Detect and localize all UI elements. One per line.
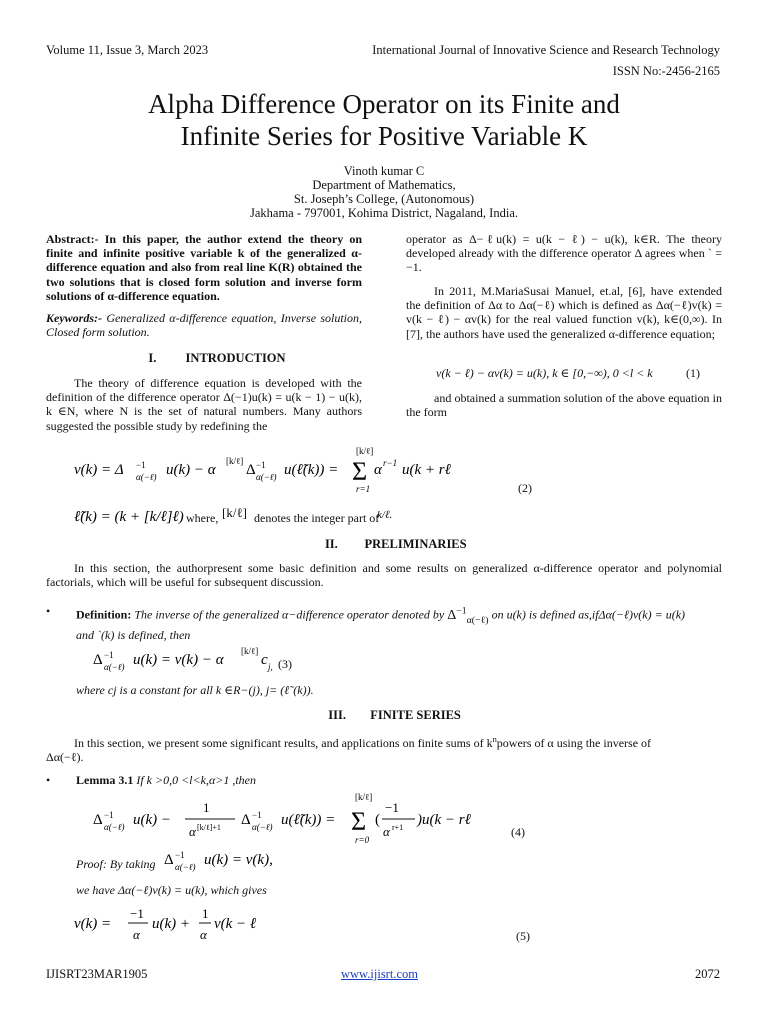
svg-text:Δ: Δ xyxy=(246,462,256,478)
svg-text:Δ: Δ xyxy=(93,652,103,668)
footer-code: IJISRT23MAR1905 xyxy=(46,967,148,981)
equation-4-formula xyxy=(93,790,523,846)
svg-text:v(k − ℓ: v(k − ℓ xyxy=(214,916,257,932)
keywords-text: Generalized α-difference equation, Inverse solution, Closed form solution. xyxy=(46,311,362,340)
svg-text:u(k) = v(k) − α: u(k) = v(k) − α xyxy=(133,652,224,668)
section-preliminaries xyxy=(0,537,768,552)
definition-label: Definition: xyxy=(76,607,132,622)
equation-1-number: (1) xyxy=(686,366,700,380)
svg-text:r=0: r=0 xyxy=(355,835,370,845)
equation-1: v(k − ℓ) − αv(k) = u(k), k ∈ [0,−∞), 0 <l < k xyxy=(436,366,653,380)
svg-text:α: α xyxy=(374,462,382,478)
svg-text:[k/ℓ]+1: [k/ℓ]+1 xyxy=(197,823,221,832)
header-journal: International Journal of Innovative Science and Research Technology xyxy=(372,43,720,57)
paper-title-line2: Infinite Series for Positive Variable K xyxy=(180,121,588,151)
equation-5-number: (5) xyxy=(516,929,530,943)
equation-4-number: (4) xyxy=(511,825,525,839)
svg-text:α: α xyxy=(133,927,140,942)
svg-text:r+1: r+1 xyxy=(392,823,404,832)
intro-paragraph: The theory of difference equation is developed with the definition of the difference operator Δ(−1)u(k) = u(k − 1) − u(k), k ∈N, where N is the set of natural numbers. Many authors suggested the possible study by redefining the xyxy=(46,376,362,433)
svg-text:Δ: Δ xyxy=(93,812,103,828)
author-address: Jakhama - 797001, Kohima District, Nagaland, India. xyxy=(250,206,518,220)
svg-text:v(k) = Δ: v(k) = Δ xyxy=(74,462,124,478)
footer-url-link[interactable]: www.ijisrt.com xyxy=(341,967,418,981)
section-finite-series xyxy=(0,708,768,723)
k-over-l-fraction: k/ℓ. xyxy=(377,509,393,521)
definition-text-3: and `(k) is defined, then xyxy=(76,627,191,642)
equation-4 xyxy=(93,790,523,846)
bullet-icon: • xyxy=(46,773,51,787)
bracket-k-over-l-icon: [k/ℓ] xyxy=(222,505,247,520)
svg-text:u(k) − α: u(k) − α xyxy=(166,462,216,478)
equation-3-number: (3) xyxy=(278,657,292,671)
svg-text:[k/ℓ]: [k/ℓ] xyxy=(226,456,244,466)
header-issn: ISSN No:-2456-2165 xyxy=(612,64,720,78)
section-number: II. xyxy=(324,537,338,551)
svg-text:−1: −1 xyxy=(130,906,144,921)
svg-text:−1: −1 xyxy=(256,460,266,470)
section-introduction xyxy=(46,351,362,366)
svg-text:α: α xyxy=(200,927,207,942)
section-title: INTRODUCTION xyxy=(185,351,286,365)
proof-formula-svg xyxy=(164,846,314,872)
definition-text-1: The inverse of the generalized α−difference operator denoted by xyxy=(134,607,445,622)
svg-text:α(−ℓ): α(−ℓ) xyxy=(104,822,125,832)
svg-text:u(ℓ̃(k)) =: u(ℓ̃(k)) = xyxy=(284,462,339,478)
equation-2-where: where, xyxy=(186,511,219,525)
svg-text:−1: −1 xyxy=(385,800,399,815)
author-name: Vinoth kumar C xyxy=(343,164,425,178)
equation-5-formula xyxy=(74,900,294,944)
svg-text:[k/ℓ]: [k/ℓ] xyxy=(356,446,374,456)
svg-text:−1: −1 xyxy=(252,810,262,820)
right-paragraph-2: In 2011, M.MariaSusai Manuel, et.al, [6], have extended the definition of Δα to Δα(−ℓ) which is defined as Δα(−ℓ)v(k) = v(k − ℓ) − αv(k) for the real valued function v(k), k∈(0,∞). In [7], the authors have used the generalized α-difference equation; xyxy=(406,284,722,341)
svg-text:Δ: Δ xyxy=(164,852,174,868)
author-college: St. Joseph’s College, (Autonomous) xyxy=(293,192,475,206)
footer-page-number: 2072 xyxy=(695,967,720,981)
svg-text:−1: −1 xyxy=(104,650,114,660)
svg-text:α: α xyxy=(189,824,196,839)
section-number: III. xyxy=(328,708,346,722)
equation-3-formula xyxy=(93,644,283,678)
paper-title-line1: Alpha Difference Operator on its Finite and xyxy=(148,89,620,119)
svg-text:v(k) =: v(k) = xyxy=(74,916,112,932)
svg-text:1: 1 xyxy=(203,800,210,815)
author-dept: Department of Mathematics, xyxy=(312,178,456,192)
section-title: FINITE SERIES xyxy=(370,708,461,722)
proof-have: we have Δα(−ℓ)v(k) = u(k), which gives xyxy=(76,883,267,897)
proof-text: Proof: By taking xyxy=(76,857,156,871)
svg-text:α(−ℓ): α(−ℓ) xyxy=(252,822,273,832)
svg-text:−1: −1 xyxy=(136,460,146,470)
right-paragraph-3: and obtained a summation solution of the above equation in the form xyxy=(406,391,722,420)
definition-where: where cj is a constant for all k ∈R−(j), j= (ℓ˜(k)). xyxy=(76,683,314,697)
svg-text:α(−ℓ): α(−ℓ) xyxy=(175,862,196,872)
definition-text-2: on u(k) is defined as,ifΔα(−ℓ)v(k) = u(k) xyxy=(491,607,686,622)
equation-3 xyxy=(93,644,283,678)
equation-2-formula xyxy=(74,442,474,494)
svg-text:α(−ℓ): α(−ℓ) xyxy=(256,472,277,482)
abstract-label: Abstract:- xyxy=(46,232,99,246)
finite-paragraph-text-2: powers of α using the inverse of xyxy=(496,736,652,750)
svg-text:[k/ℓ]: [k/ℓ] xyxy=(241,646,259,656)
svg-text:u(k) −: u(k) − xyxy=(133,812,172,828)
finite-paragraph: In this section, we present some significant results, and applications on finite sums of $k^npowers$ of α using the inverse of xyxy=(74,735,652,750)
svg-text:)u(k − rℓ: )u(k − rℓ xyxy=(417,812,471,828)
svg-text:u(ℓ̃(k)) =: u(ℓ̃(k)) = xyxy=(281,812,336,828)
svg-text:u(k + rℓ: u(k + rℓ xyxy=(402,462,451,478)
inverse-operator-icon: $\Delta^{-1}_{\alpha(-\ell)}$ xyxy=(447,605,489,626)
finite-paragraph-end: Δα(−ℓ). xyxy=(46,750,84,764)
equation-2-note: denotes the integer part of xyxy=(254,511,380,525)
abstract-text: In this paper, the author extend the theory on finite and infinite positive variable k of the generalized α-difference equation and also from real line K(R) obtained the two solutions that is closed form solution and inverse form solutions of α-difference equation. xyxy=(46,232,362,303)
lemma-label: Lemma 3.1 xyxy=(76,773,134,787)
header-volume: Volume 11, Issue 3, March 2023 xyxy=(46,43,209,57)
svg-text:Δ: Δ xyxy=(241,812,251,828)
svg-text:r=1: r=1 xyxy=(356,484,371,494)
equation-5 xyxy=(74,900,294,944)
equation-2-number: (2) xyxy=(518,481,532,495)
svg-text:α: α xyxy=(383,824,390,839)
svg-text:r−1: r−1 xyxy=(383,458,398,468)
svg-text:[k/ℓ]: [k/ℓ] xyxy=(355,792,373,802)
keywords-label: Keywords:- xyxy=(46,311,102,325)
section-title: PRELIMINARIES xyxy=(364,537,467,551)
svg-text:α(−ℓ): α(−ℓ) xyxy=(136,472,157,482)
svg-text:u(k) +: u(k) + xyxy=(152,916,191,932)
definition xyxy=(76,604,726,642)
svg-text:Σ: Σ xyxy=(352,457,368,486)
bullet-icon: • xyxy=(46,604,51,618)
equation-2 xyxy=(74,442,474,494)
lemma-condition: If k >0,0 <l<k,α>1 ,then xyxy=(136,773,256,787)
svg-text:α(−ℓ): α(−ℓ) xyxy=(104,662,125,672)
svg-text:Σ: Σ xyxy=(351,807,367,836)
section-number: I. xyxy=(148,351,157,365)
svg-text:j,: j, xyxy=(268,662,273,672)
svg-text:−1: −1 xyxy=(175,850,185,860)
svg-text:c: c xyxy=(261,652,268,668)
svg-text:1: 1 xyxy=(202,906,209,921)
right-paragraph-1: operator as Δ−ℓu(k) = u(k − ℓ) − u(k), k∈R. The theory developed already with the difference operator Δ agrees when ` = −1. xyxy=(406,232,722,275)
svg-text:(: ( xyxy=(375,812,380,828)
finite-paragraph-text: In this section, we present some significant results, and applications on finite sums of k xyxy=(74,736,493,750)
proof-formula xyxy=(164,846,314,872)
abstract xyxy=(46,232,362,303)
svg-text:ℓ̃(k) = (k + [k/ℓ]ℓ): ℓ̃(k) = (k + [k/ℓ]ℓ) xyxy=(74,509,184,525)
keywords xyxy=(46,311,362,339)
svg-text:u(k) = v(k),: u(k) = v(k), xyxy=(204,852,273,868)
svg-text:−1: −1 xyxy=(104,810,114,820)
preliminaries-paragraph: In this section, the authorpresent some basic definition and some results on generalized α-difference operator and polynomial factorials, which will be useful for subsequent discussion. xyxy=(46,561,722,590)
lemma xyxy=(76,773,676,787)
